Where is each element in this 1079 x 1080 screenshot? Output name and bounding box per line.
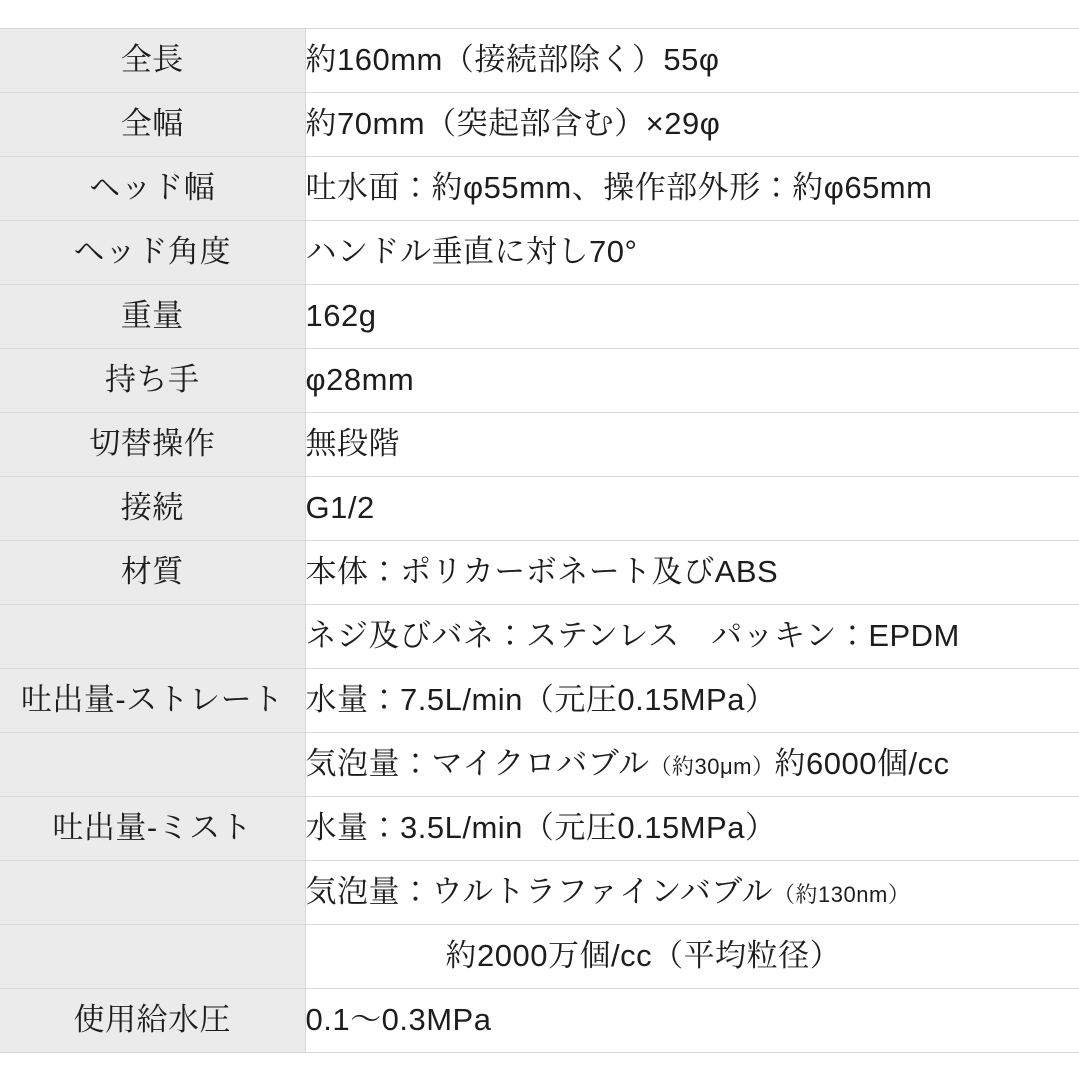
spec-value: 吐水面：約φ55mm、操作部外形：約φ65mm <box>305 157 1079 221</box>
spec-label-blank <box>0 733 305 797</box>
spec-label: 接続 <box>0 477 305 541</box>
spec-label: 材質 <box>0 541 305 605</box>
table-row <box>0 29 1079 93</box>
spec-label: 吐出量-ミスト <box>0 797 305 861</box>
spec-value-note: （約130nm） <box>773 882 911 908</box>
spec-label: ヘッド角度 <box>0 221 305 285</box>
table-row <box>0 285 1079 349</box>
spec-label-blank <box>0 861 305 925</box>
spec-value: G1/2 <box>305 477 1079 541</box>
table-row <box>0 989 1079 1053</box>
table-row <box>0 797 1079 861</box>
spec-value-part: 気泡量：ウルトラファインバブル <box>305 874 774 910</box>
spec-value-part: 約6000個/cc <box>774 746 950 782</box>
spec-label: 全長 <box>0 29 305 93</box>
spec-label: 全幅 <box>0 93 305 157</box>
table-row <box>0 541 1079 605</box>
spec-value: 約160mm（接続部除く）55φ <box>305 29 1079 93</box>
spec-value: ハンドル垂直に対し70° <box>305 221 1079 285</box>
spec-value: 約2000万個/cc（平均粒径） <box>305 925 1079 989</box>
spec-value: 162g <box>305 285 1079 349</box>
table-row <box>0 733 1079 797</box>
spec-label-blank <box>0 605 305 669</box>
spec-label: ヘッド幅 <box>0 157 305 221</box>
table-row <box>0 221 1079 285</box>
spec-value: 水量：3.5L/min（元圧0.15MPa） <box>305 797 1079 861</box>
table-row <box>0 477 1079 541</box>
table-row <box>0 669 1079 733</box>
spec-label: 使用給水圧 <box>0 989 305 1053</box>
spec-label: 切替操作 <box>0 413 305 477</box>
spec-label: 持ち手 <box>0 349 305 413</box>
spec-value: ネジ及びバネ：ステンレス パッキン：EPDM <box>305 605 1079 669</box>
spec-value: 約70mm（突起部含む）×29φ <box>305 93 1079 157</box>
spec-label-blank <box>0 925 305 989</box>
spec-value-note: （約30μm） <box>649 754 775 780</box>
spec-table <box>0 28 1079 1053</box>
spec-value: 水量：7.5L/min（元圧0.15MPa） <box>305 669 1079 733</box>
spec-value <box>305 861 1079 925</box>
table-row <box>0 925 1079 989</box>
table-row <box>0 413 1079 477</box>
spec-value: 本体：ポリカーボネート及びABS <box>305 541 1079 605</box>
table-row <box>0 349 1079 413</box>
spec-value: 無段階 <box>305 413 1079 477</box>
spec-value <box>305 733 1079 797</box>
table-row <box>0 605 1079 669</box>
table-row <box>0 157 1079 221</box>
spec-value: φ28mm <box>305 349 1079 413</box>
spec-label: 重量 <box>0 285 305 349</box>
spec-label: 吐出量-ストレート <box>0 669 305 733</box>
spec-value: 0.1〜0.3MPa <box>305 989 1079 1053</box>
table-row <box>0 861 1079 925</box>
table-row <box>0 93 1079 157</box>
spec-table-body <box>0 29 1079 1053</box>
spec-value-part: 気泡量：マイクロバブル <box>305 746 650 782</box>
